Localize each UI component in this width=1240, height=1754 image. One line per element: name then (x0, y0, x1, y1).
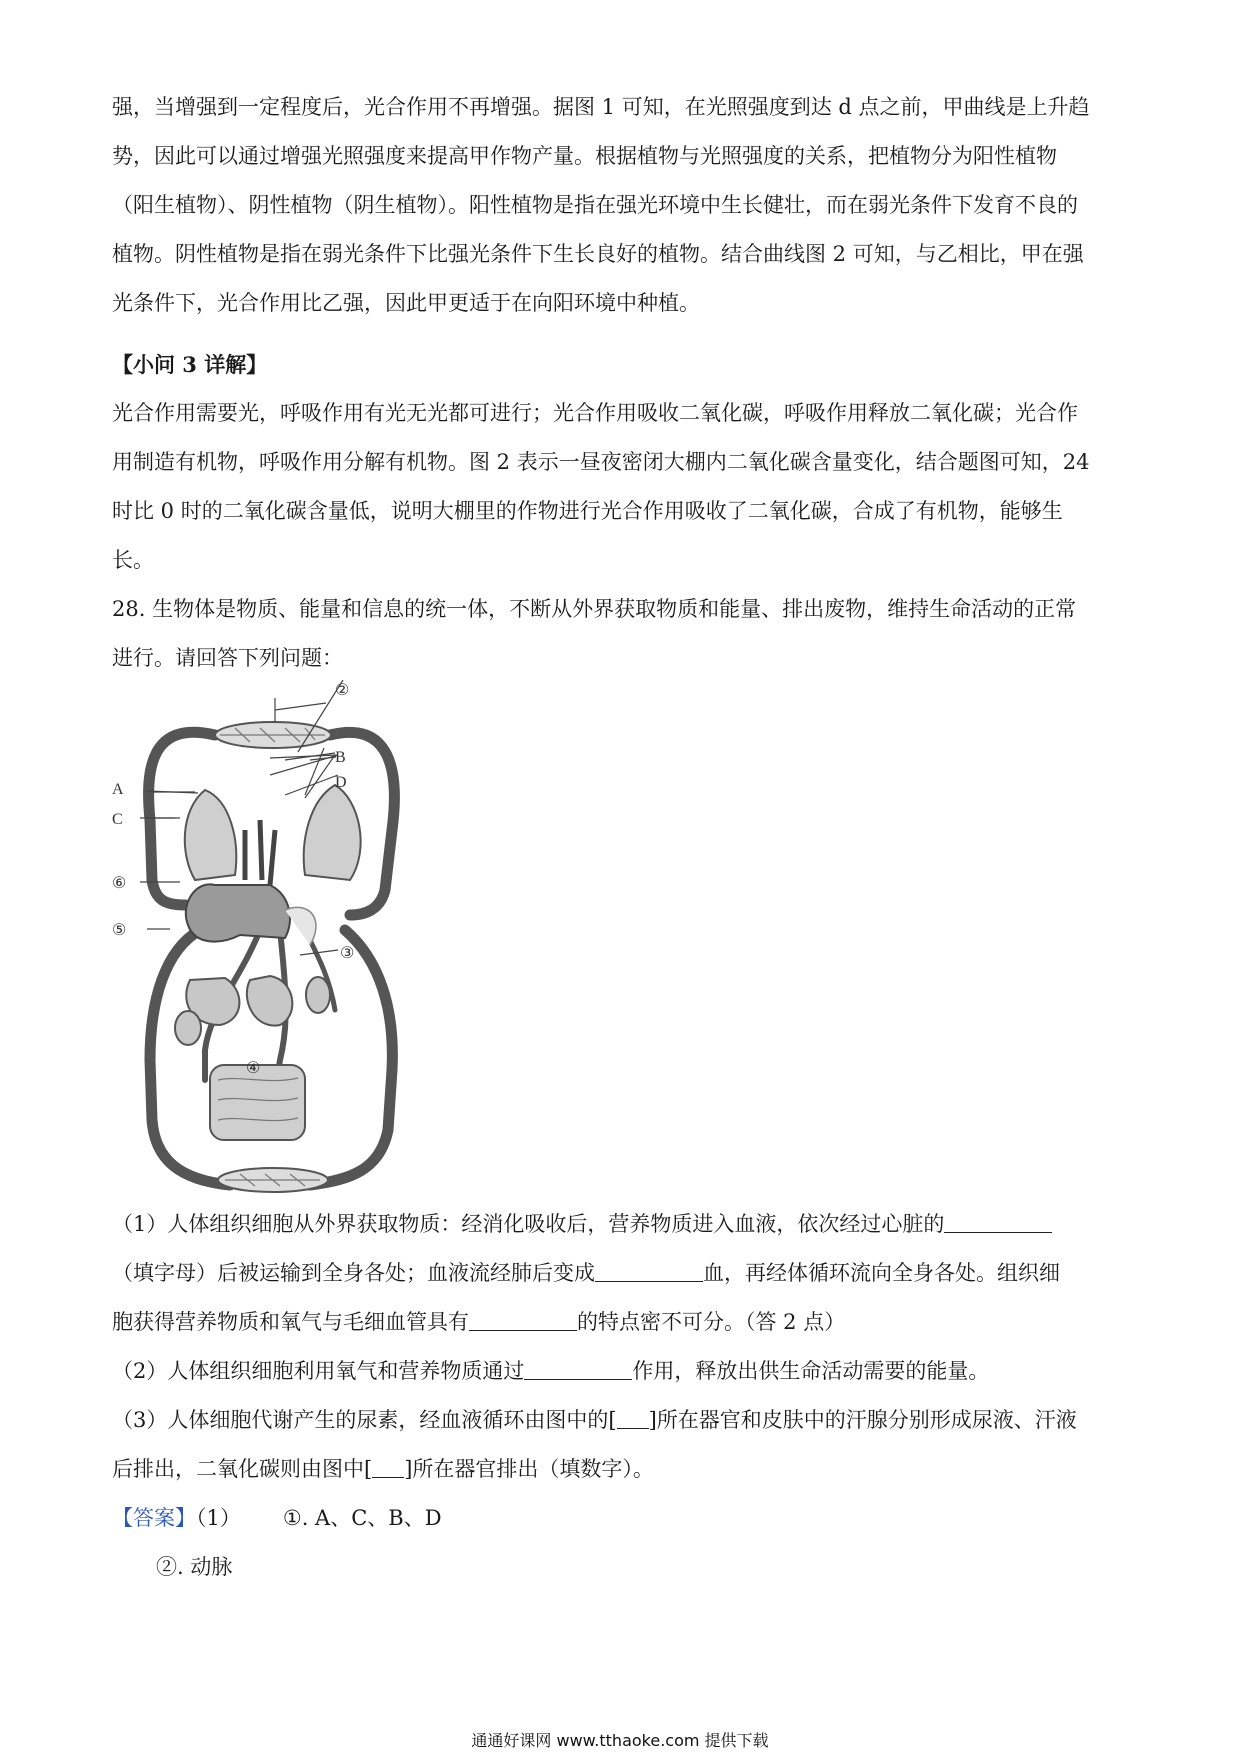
text-line: 长。 (112, 548, 154, 572)
q3-text-b: ]所在器官和皮肤中的汗腺分别形成尿液、汗液 (648, 1408, 1077, 1432)
q1-text-e: 的特点密不可分。（答 2 点） (577, 1310, 846, 1334)
text-line: 时比 0 时的二氧化碳含量低，说明大棚里的作物进行光合作用吸收了二氧化碳，合成了有机物，能够生 (112, 499, 1063, 523)
page-footer: 通通好课网 www.tthaoke.com 提供下载 (471, 1731, 769, 1750)
answer-item-1: ①. A、C、B、D (282, 1506, 442, 1530)
text-line (112, 1200, 1122, 1249)
q1-text-d: 胞获得营养物质和氧气与毛细血管具有 (112, 1310, 469, 1334)
answer-bracket-blank[interactable] (372, 1455, 404, 1478)
subquestion-3 (112, 1396, 1122, 1494)
organ-stomach (247, 976, 292, 1026)
text-line (112, 1298, 1122, 1347)
q3-text-a: （3）人体细胞代谢产生的尿素，经血液循环由图中的[ (112, 1408, 617, 1432)
question-28-stem (112, 585, 1122, 683)
q2-text-a: （2）人体组织细胞利用氧气和营养物质通过 (112, 1359, 525, 1383)
answer-blank[interactable] (595, 1259, 703, 1282)
text-line: 植物。阴性植物是指在弱光条件下比强光条件下生长良好的植物。结合曲线图 2 可知，与乙相比，甲在强 (112, 242, 1084, 266)
label-6: ⑥ (112, 875, 127, 892)
q1-text-a: （1）人体组织细胞从外界获取物质：经消化吸收后，营养物质进入血液，依次经过心脏的 (112, 1212, 945, 1236)
organ-kidney (306, 977, 330, 1013)
q1-text-c: 血，再经体循环流向全身各处。组织细 (703, 1261, 1060, 1285)
subquestion-1 (112, 1200, 1122, 1347)
answer-item-2: ②. 动脉 (156, 1555, 233, 1579)
text-line (112, 1494, 1122, 1543)
label-2: ② (335, 682, 350, 699)
answer-block (112, 1494, 1122, 1592)
subquestion-2 (112, 1347, 1122, 1396)
answer-part: （1） (196, 1506, 241, 1530)
paragraph-subquestion-3 (112, 340, 1122, 585)
label-C: C (112, 811, 123, 828)
q2-text-b: 作用，释放出供生命活动需要的能量。 (632, 1359, 990, 1383)
answer-blank[interactable] (524, 1357, 632, 1380)
q3-text-c: 后排出，二氧化碳则由图中[ (112, 1457, 373, 1481)
answer-bracket-blank[interactable] (617, 1406, 649, 1429)
text-line (112, 1445, 1122, 1494)
q1-text-b: （填字母）后被运输到全身各处；血液流经肺后变成 (112, 1261, 595, 1285)
answer-blank[interactable] (469, 1308, 577, 1331)
label-A: A (112, 781, 124, 798)
text-line: 用制造有机物，呼吸作用分解有机物。图 2 表示一昼夜密闭大棚内二氧化碳含量变化，结合题图可知，24 (112, 450, 1090, 474)
text-line (112, 1396, 1122, 1445)
heart (186, 884, 290, 941)
text-line (112, 1347, 1122, 1396)
answer-blank[interactable] (944, 1210, 1052, 1233)
systemic-vessel-left (150, 930, 230, 1185)
label-B: B (335, 749, 346, 766)
text-line: （阳生植物）、阴性植物（阴生植物）。阳性植物是指在强光环境中生长健壮，而在弱光条件下发育不良的 (112, 193, 1078, 217)
text-line: 光条件下，光合作用比乙强，因此甲更适于在向阳环境中种植。 (112, 291, 700, 315)
text-line: 28. 生物体是物质、能量和信息的统一体，不断从外界获取物质和能量、排出废物，维持生命活动的正常 (112, 597, 1077, 621)
label-4: ④ (246, 1060, 261, 1077)
lung-left (185, 790, 236, 880)
label-D: D (335, 774, 347, 791)
paragraph-light-intensity (112, 83, 1122, 328)
text-line: 进行。请回答下列问题： (112, 646, 343, 670)
lung-right (304, 785, 361, 880)
text-line: 光合作用需要光，呼吸作用有光无光都可进行；光合作用吸收二氧化碳，呼吸作用释放二氧化碳；光合作 (112, 401, 1078, 425)
label-5: ⑤ (112, 922, 127, 939)
text-line: 强，当增强到一定程度后，光合作用不再增强。据图 1 可知，在光照强度到达 d 点之前，甲曲线是上升趋 (112, 95, 1090, 119)
answer-tag: 【答案】 (112, 1506, 196, 1530)
label-3: ③ (340, 945, 355, 962)
text-line: 势，因此可以通过增强光照强度来提高甲作物产量。根据植物与光照强度的关系，把植物分为阳性植物 (112, 144, 1057, 168)
text-line (112, 1249, 1122, 1298)
organ-small-5 (175, 1011, 201, 1045)
q3-text-d: ]所在器官排出（填数字）。 (404, 1457, 654, 1481)
blood-circulation-diagram (110, 680, 430, 1205)
section-heading: 【小问 3 详解】 (112, 352, 268, 377)
